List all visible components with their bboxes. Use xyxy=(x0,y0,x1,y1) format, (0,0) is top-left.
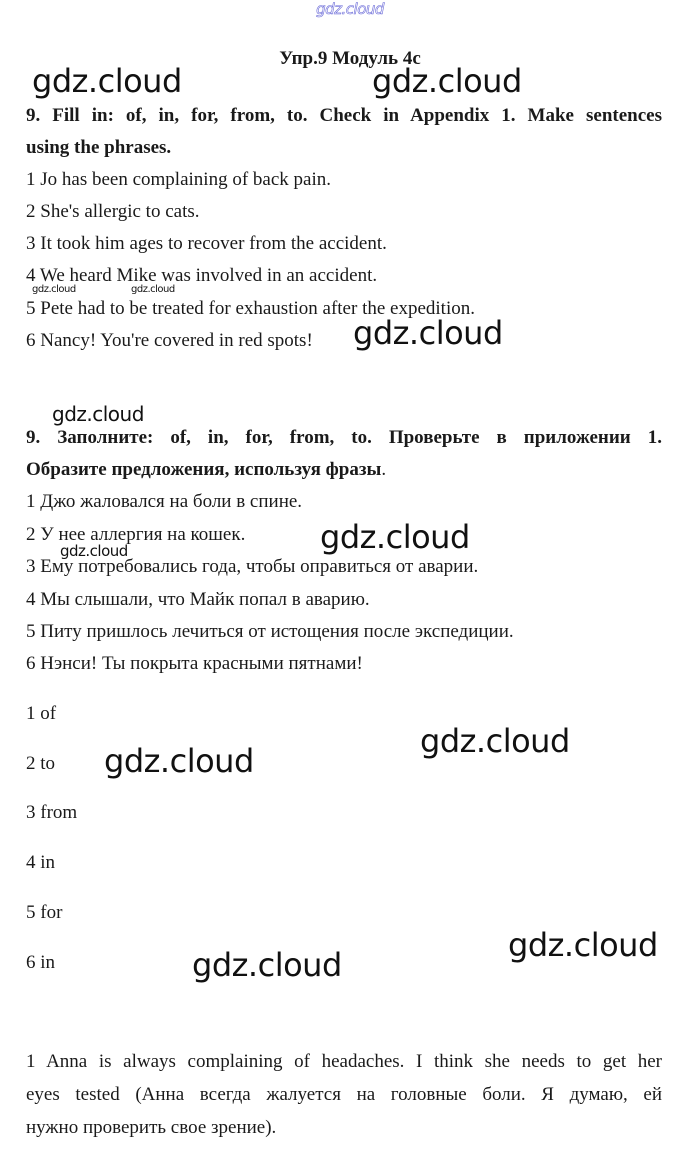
answer-2: 2 to xyxy=(26,753,56,774)
russian-instruction-line2 xyxy=(26,458,386,482)
russian-sentence-5: 5 Питу пришлось лечиться от истощения после экспедиции. xyxy=(26,621,514,642)
russian-instruction-line2-tail: . xyxy=(381,459,387,480)
answer-1: 1 of xyxy=(26,703,57,724)
example-line1: 1 Anna is always complaining of headaches. I think she needs to get her xyxy=(26,1051,662,1072)
english-sentence-6: 6 Nancy! You're covered in red spots! xyxy=(26,330,313,351)
english-sentence-2: 2 She's allergic to cats. xyxy=(26,201,200,222)
watermark: gdz.cloud xyxy=(52,402,144,426)
watermark: gdz.cloud xyxy=(32,62,182,100)
watermark: gdz.cloud xyxy=(372,62,522,100)
watermark: gdz.cloud xyxy=(131,284,175,295)
watermark: gdz.cloud xyxy=(508,926,658,964)
english-instruction-line1: 9. Fill in: of, in, for, from, to. Check in Appendix 1. Make sentences xyxy=(26,105,662,126)
watermark: gdz.cloud xyxy=(320,518,470,556)
watermark: gdz.cloud xyxy=(60,542,128,560)
header-watermark: gdz.cloud xyxy=(316,0,384,18)
answer-4: 4 in xyxy=(26,852,56,873)
english-sentence-5: 5 Pete had to be treated for exhaustion after the expedition. xyxy=(26,298,475,319)
english-sentence-1: 1 Jo has been complaining of back pain. xyxy=(26,169,331,190)
russian-instruction-line2-bold: Образите предложения, используя фразы xyxy=(26,459,382,480)
english-instruction-line2: using the phrases. xyxy=(26,137,172,158)
watermark: gdz.cloud xyxy=(192,946,342,984)
watermark: gdz.cloud xyxy=(353,314,503,352)
watermark: gdz.cloud xyxy=(104,742,254,780)
page-title: Упр.9 Модуль 4с xyxy=(279,48,421,69)
example-line2: eyes tested (Анна всегда жалуется на головные боли. Я думаю, ей xyxy=(26,1084,662,1105)
answer-6: 6 in xyxy=(26,952,56,973)
russian-sentence-3: 3 Ему потребовались года, чтобы оправиться от аварии. xyxy=(26,556,479,577)
english-sentence-4: 4 We heard Mike was involved in an accident. xyxy=(26,265,378,286)
answer-3: 3 from xyxy=(26,802,78,823)
russian-sentence-4: 4 Мы слышали, что Майк попал в аварию. xyxy=(26,589,370,610)
russian-sentence-6: 6 Нэнси! Ты покрыта красными пятнами! xyxy=(26,653,363,674)
watermark: gdz.cloud xyxy=(420,722,570,760)
example-line3: нужно проверить свое зрение). xyxy=(26,1117,277,1138)
answer-5: 5 for xyxy=(26,902,63,923)
russian-sentence-1: 1 Джо жаловался на боли в спине. xyxy=(26,491,303,512)
russian-sentence-2: 2 У нее аллергия на кошек. xyxy=(26,524,246,545)
watermark: gdz.cloud xyxy=(32,284,76,295)
russian-instruction-line1: 9. Заполните: of, in, for, from, to. Проверьте в приложении 1. xyxy=(26,427,662,448)
english-sentence-3: 3 It took him ages to recover from the accident. xyxy=(26,233,387,254)
